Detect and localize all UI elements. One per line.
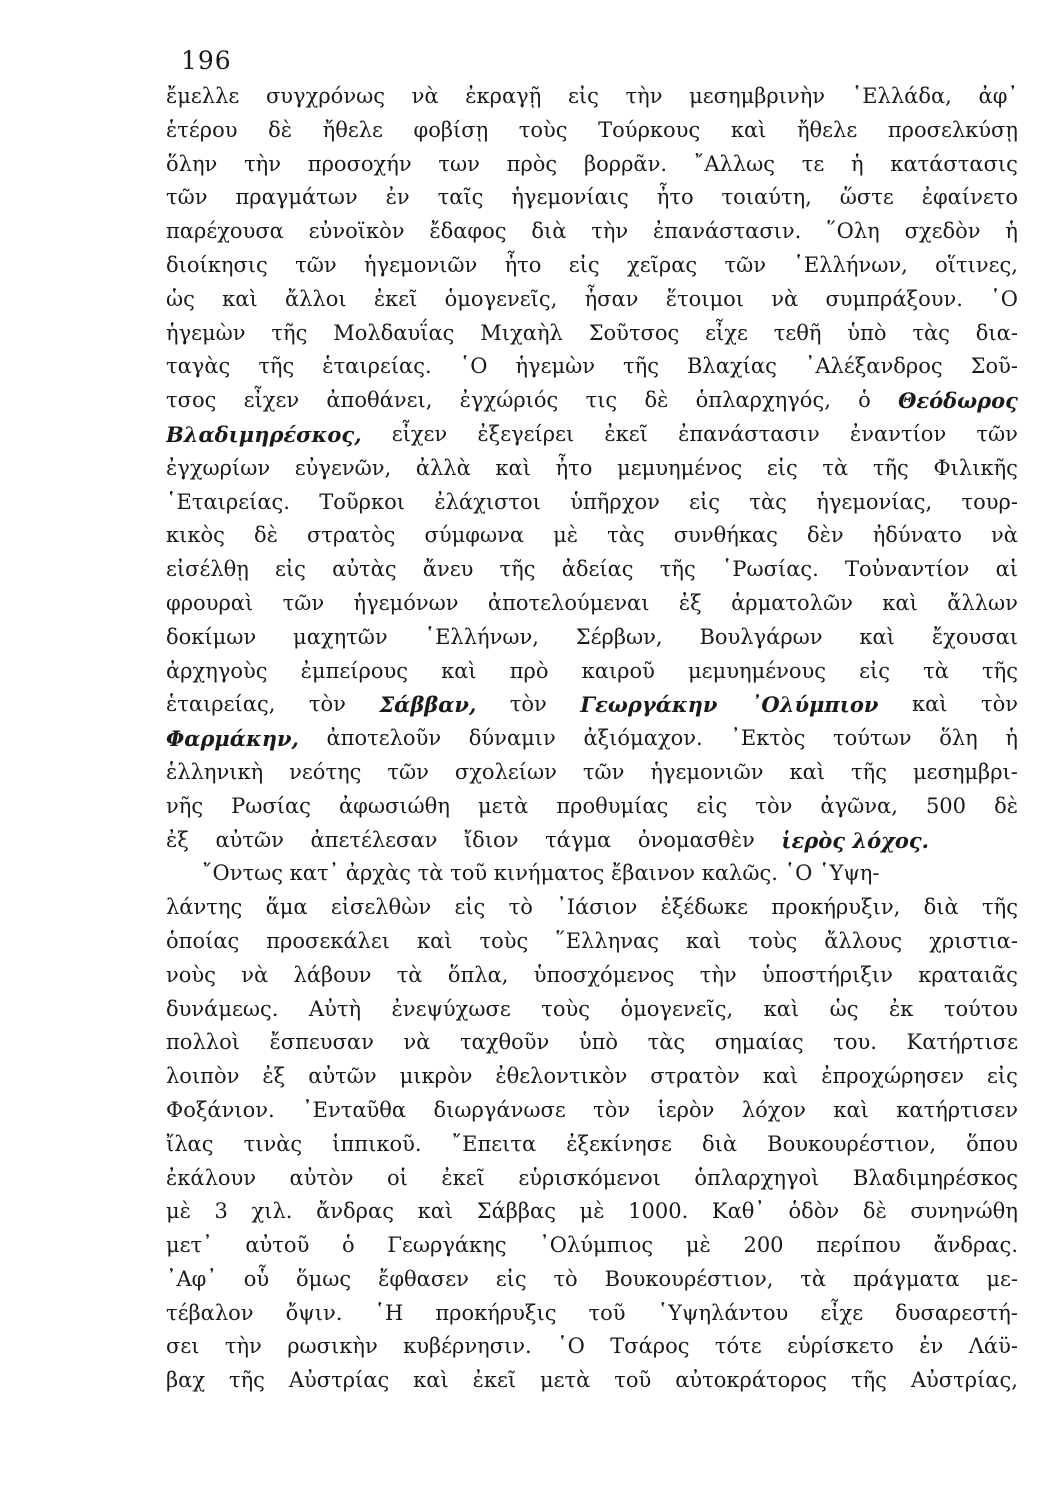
text-line: δυνάμεως. Αὐτὴ ἐνεψύχωσε τοὺς ὁμογενεῖς, καὶ ὡς ἐκ τούτου <box>166 996 1018 1021</box>
text-line: πολλοὶ ἔσπευσαν νὰ ταχθοῦν ὑπὸ τὰς σημαίας του. Κατήρτισε <box>166 1030 1018 1055</box>
text-line: παρέχουσα εὐνοϊκὸν ἔδαφος διὰ τὴν ἐπανάστασιν. ῞Ολη σχεδὸν ἡ <box>166 219 1018 244</box>
text-line: φρουραὶ τῶν ἡγεμόνων ἀποτελούμεναι ἐξ ἁρματολῶν καὶ ἄλλων <box>166 590 1018 615</box>
text-line: κικὸς δὲ στρατὸς σύμφωνα μὲ τὰς συνθήκας δὲν ἠδύνατο νὰ <box>166 523 1018 548</box>
emphasized-name: Φαρμάκην, <box>166 726 299 752</box>
text-line: λοιπὸν ἐξ αὐτῶν μικρὸν ἐθελοντικὸν στρατὸν καὶ ἐπροχώρησεν εἰς <box>166 1064 1018 1089</box>
text-line: Φοξάνιον. ᾿Ενταῦθα διωργάνωσε τὸν ἱερὸν λόχον καὶ κατήρτισεν <box>166 1097 1018 1122</box>
text-line: νοὺς νὰ λάβουν τὰ ὅπλα, ὑποσχόμενος τὴν ὑποστήριξιν κραταιᾶς <box>166 962 1018 987</box>
text-line: μετ᾿ αὐτοῦ ὁ Γεωργάκης ᾿Ολύμπιος μὲ 200 περίπου ἄνδρας. <box>166 1233 1018 1258</box>
text-line: τέβαλον ὄψιν. ῾Η προκήρυξις τοῦ ῾Υψηλάντου εἶχε δυσαρεστή- <box>166 1300 1018 1325</box>
text-line: τῶν πραγμάτων ἐν ταῖς ἡγεμονίαις ἦτο τοιαύτη, ὥστε ἐφαίνετο <box>166 185 1018 210</box>
text-line: ἴλας τινὰς ἱππικοῦ. ῎Επειτα ἐξεκίνησε διὰ Βουκουρέστιον, ὅπου <box>166 1131 1018 1156</box>
text-line: σει τὴν ρωσικὴν κυβέρνησιν. ῾Ο Τσάρος τότε εὑρίσκετο ἐν Λάϋ- <box>166 1334 1018 1359</box>
text-line: βαχ τῆς Αὐστρίας καὶ ἐκεῖ μετὰ τοῦ αὐτοκράτορος τῆς Αὐστρίας, <box>166 1368 1018 1393</box>
text-line: ὡς καὶ ἄλλοι ἐκεῖ ὁμογενεῖς, ἦσαν ἕτοιμοι νὰ συμπράξουν. ῾Ο <box>166 286 1018 311</box>
text-line: ῾Εταιρείας. Τοῦρκοι ἐλάχιστοι ὑπῆρχον εἰς τὰς ἡγεμονίας, τουρ- <box>166 489 1018 514</box>
emphasized-name: Βλαδιμηρέσκος, <box>166 421 362 447</box>
text-line: ἔμελλε συγχρόνως νὰ ἐκραγῇ εἰς τὴν μεσημβρινὴν ῾Ελλάδα, ἀφ᾿ <box>166 84 1018 108</box>
emphasized-name: Θεόδωρος <box>898 388 1018 414</box>
text-line: λάντης ἅμα εἰσελθὼν εἰς τὸ ᾿Ιάσιον ἐξέδωκε προκήρυξιν, διὰ τῆς <box>166 895 1018 920</box>
text-line: ᾿Αφ᾿ οὗ ὅμως ἔφθασεν εἰς τὸ Βουκουρέστιον, τὰ πράγματα με- <box>166 1266 1018 1291</box>
text-line: διοίκησις τῶν ἡγεμονιῶν ἦτο εἰς χεῖρας τῶν ῾Ελλήνων, οἵτινες, <box>166 252 1018 277</box>
page-number: 196 <box>181 46 232 75</box>
emphasized-name: Σάββαν, <box>379 692 477 718</box>
text-line: Φαρμάκην, ἀποτελοῦν δύναμιν ἀξιόμαχον. ᾿Εκτὸς τούτων ὅλη ἡ <box>166 722 1018 756</box>
text-line: νῆς Ρωσίας ἀφωσιώθη μετὰ προθυμίας εἰς τὸν ἀγῶνα, 500 δὲ <box>166 793 1018 818</box>
text-line: ὅλην τὴν προσοχήν των πρὸς βορρᾶν. ῎Αλλως τε ἡ κατάστασις <box>166 151 1018 176</box>
text-line: ἐγχωρίων εὐγενῶν, ἀλλὰ καὶ ἦτο μεμυημένος εἰς τὰ τῆς Φιλικῆς <box>166 455 1018 480</box>
text-line: ἑλληνικὴ νεότης τῶν σχολείων τῶν ἡγεμονιῶν καὶ τῆς μεσημβρι- <box>166 759 1018 784</box>
text-line: ἐξ αὐτῶν ἀπετέλεσαν ἴδιον τάγμα ὀνομασθὲν ἱερὸς λόχος. <box>166 824 929 858</box>
text-line: ἑταιρείας, τὸν Σάββαν, τὸν Γεωργάκην ᾿Ολύμπιον καὶ τὸν <box>166 688 1018 722</box>
text-line: τσος εἶχεν ἀποθάνει, ἐγχώριός τις δὲ ὁπλαρχηγός, ὁ Θεόδωρος <box>166 384 1018 418</box>
text-line: ἡγεμὼν τῆς Μολδαυΐας Μιχαὴλ Σοῦτσος εἶχε τεθῆ ὑπὸ τὰς δια- <box>166 320 1018 345</box>
text-line: ἑτέρου δὲ ἤθελε φοβίσῃ τοὺς Τούρκους καὶ ἤθελε προσελκύσῃ <box>166 117 1018 142</box>
text-line: εἰσέλθῃ εἰς αὐτὰς ἄνευ τῆς ἀδείας τῆς ῾Ρωσίας. Τοὐναντίον αἱ <box>166 557 1018 582</box>
emphasized-name: ᾿Ολύμπιον <box>750 692 879 718</box>
text-line: ἀρχηγοὺς ἐμπείρους καὶ πρὸ καιροῦ μεμυημένους εἰς τὰ τῆς <box>166 658 1018 683</box>
emphasized-name: ἱερὸς λόχος. <box>781 827 929 853</box>
emphasized-name: Γεωργάκην <box>580 692 718 718</box>
text-line: δοκίμων μαχητῶν ῾Ελλήνων, Σέρβων, Βουλγάρων καὶ ἔχουσαι <box>166 624 1018 649</box>
text-line: ὁποίας προσεκάλει καὶ τοὺς ῞Ελληνας καὶ τοὺς ἄλλους χριστια- <box>166 928 1018 953</box>
text-line: ῎Οντως κατ᾿ ἀρχὰς τὰ τοῦ κινήματος ἔβαινον καλῶς. ῾Ο ῾Υψη- <box>202 861 880 886</box>
body-text <box>166 80 1018 1398</box>
text-line: Βλαδιμηρέσκος, εἶχεν ἐξεγείρει ἐκεῖ ἐπανάστασιν ἐναντίον τῶν <box>166 418 1018 452</box>
text-line: μὲ 3 χιλ. ἄνδρας καὶ Σάββας μὲ 1000. Καθ᾿ ὁδὸν δὲ συνηνώθη <box>166 1199 1018 1224</box>
text-line: ἐκάλουν αὐτὸν οἱ ἐκεῖ εὑρισκόμενοι ὁπλαρχηγοὶ Βλαδιμηρέσκος <box>166 1165 1018 1190</box>
text-line: ταγὰς τῆς ἑταιρείας. ῾Ο ἡγεμὼν τῆς Βλαχίας ᾿Αλέξανδρος Σοῦ- <box>166 354 1018 379</box>
